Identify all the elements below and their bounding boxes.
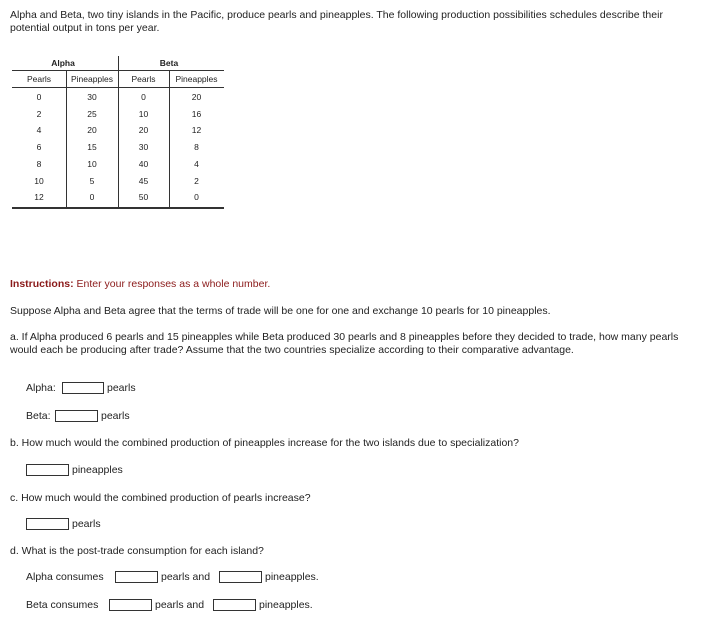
beta-pearls-cell: 45 <box>138 175 149 186</box>
d-beta-pearls-and: pearls and <box>155 599 205 611</box>
b-pineapples-input[interactable] <box>26 464 69 476</box>
d-beta-pearls-input[interactable] <box>109 599 152 611</box>
alpha-pearls-cell: 10 <box>34 175 44 186</box>
beta-title: Beta <box>159 58 179 68</box>
b-unit: pineapples <box>72 464 123 476</box>
beta-pineapples-cell: 4 <box>194 158 199 169</box>
d-alpha-label: Alpha consumes <box>26 571 104 583</box>
instructions-label: Instructions: <box>10 278 74 290</box>
d-alpha-pineapples-unit: pineapples. <box>265 571 319 583</box>
alpha-pineapples-cell: 10 <box>87 158 97 169</box>
instructions <box>10 278 270 290</box>
alpha-pineapples-cell: 25 <box>87 108 97 119</box>
c-pearls-input[interactable] <box>26 518 69 530</box>
a-beta-unit: pearls <box>101 410 130 422</box>
question-a: a. If Alpha produced 6 pearls and 15 pineapples while Beta produced 30 pearls and 8 pineapples before they decided to trade, how many pearls would each be producing after trade? Assume that the two countries specialize according to their comparative advantage. <box>10 331 679 356</box>
d-alpha-pineapples-input[interactable] <box>219 571 262 583</box>
scenario-text: Suppose Alpha and Beta agree that the terms of trade will be one for one and exchange 10 pearls for 10 pineapples. <box>10 305 551 317</box>
alpha-pearls-cell: 4 <box>36 125 42 136</box>
beta-pineapples-cell: 2 <box>194 175 199 186</box>
col-header-beta-pineapples: Pineapples <box>175 74 218 84</box>
alpha-pearls-cell: 2 <box>36 108 42 119</box>
a-beta-label: Beta: <box>26 410 51 422</box>
alpha-pineapples-cell: 15 <box>87 142 97 153</box>
d-alpha-pearls-and: pearls and <box>161 571 211 583</box>
alpha-pearls-cell: 6 <box>36 142 42 153</box>
alpha-pineapples-cell: 30 <box>87 92 97 102</box>
beta-pearls-cell: 20 <box>138 125 149 136</box>
beta-pineapples-cell: 0 <box>194 192 199 203</box>
beta-pearls-cell: 30 <box>138 142 149 153</box>
question-c: c. How much would the combined production of pearls increase? <box>10 492 311 504</box>
beta-pineapples-cell: 20 <box>191 92 202 102</box>
alpha-pineapples-cell: 5 <box>89 175 95 186</box>
alpha-pineapples-cell: 0 <box>89 192 95 203</box>
a-beta-pearls-input[interactable] <box>55 410 98 422</box>
beta-pearls-cell: 40 <box>138 158 149 169</box>
beta-pineapples-cell: 12 <box>191 125 202 136</box>
intro-text: Alpha and Beta, two tiny islands in the Pacific, produce pearls and pineapples. The following production possibilities schedules describe their potential output in tons per year. <box>10 9 663 34</box>
a-alpha-unit: pearls <box>107 382 136 394</box>
a-alpha-pearls-input[interactable] <box>62 382 104 394</box>
instructions-text: Enter your responses as a whole number. <box>73 278 271 290</box>
question-d: d. What is the post-trade consumption for each island? <box>10 545 264 557</box>
beta-pineapples-cell: 16 <box>191 108 202 119</box>
alpha-pineapples-cell: 20 <box>87 125 97 136</box>
beta-pearls-cell: 0 <box>141 92 146 102</box>
col-header-alpha-pineapples: Pineapples <box>70 74 114 84</box>
alpha-pearls-cell: 12 <box>34 192 44 203</box>
d-beta-pineapples-unit: pineapples. <box>259 599 313 611</box>
alpha-pearls-cell: 8 <box>36 158 42 169</box>
c-unit: pearls <box>72 518 101 530</box>
beta-pearls-cell: 10 <box>138 108 149 119</box>
column-divider <box>66 70 67 209</box>
a-alpha-label: Alpha: <box>26 382 56 394</box>
col-header-beta-pearls: Pearls <box>131 74 156 84</box>
d-beta-pineapples-input[interactable] <box>213 599 256 611</box>
d-beta-label: Beta consumes <box>26 599 99 611</box>
beta-pineapples-cell: 8 <box>194 142 199 153</box>
col-header-alpha-pearls: Pearls <box>26 74 52 84</box>
question-b: b. How much would the combined production of pineapples increase for the two islands due to specialization? <box>10 437 519 449</box>
d-alpha-pearls-input[interactable] <box>115 571 158 583</box>
alpha-pearls-cell: 0 <box>36 92 42 102</box>
beta-pearls-cell: 50 <box>138 192 149 203</box>
alpha-title: Alpha <box>51 58 75 68</box>
production-table <box>12 56 224 209</box>
column-divider <box>169 70 170 209</box>
